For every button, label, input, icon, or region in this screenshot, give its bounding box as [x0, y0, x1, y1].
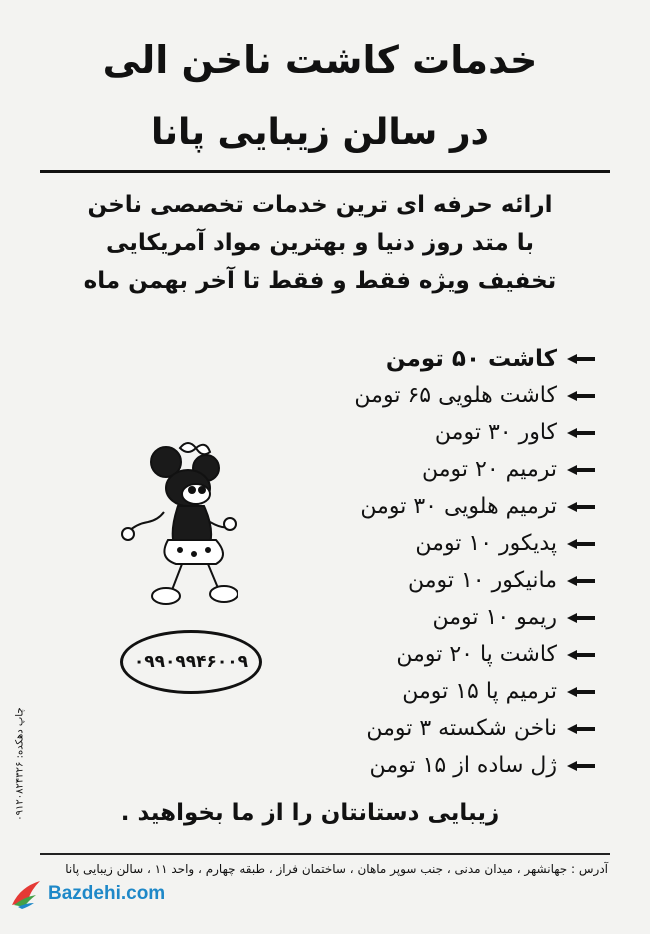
- price-item: [235, 414, 595, 451]
- arrow-bullet-icon: [567, 353, 595, 365]
- arrow-bullet-icon: [567, 538, 595, 550]
- price-item: [235, 525, 595, 562]
- price-label: ناخن شکسته ۳ تومن: [366, 716, 557, 741]
- printer-note: چاپ دهکده: ۰۹۱۲۰۸۲۴۳۲۶: [14, 707, 26, 821]
- intro-line-1: ارائه حرفه ای ترین خدمات تخصصی ناخن: [87, 192, 553, 218]
- price-label: ژل ساده از ۱۵ تومن: [369, 753, 557, 778]
- price-item: [235, 562, 595, 599]
- price-item: [235, 747, 595, 784]
- price-item: [235, 599, 595, 636]
- price-label: ترمیم ۲۰ تومن: [422, 457, 557, 482]
- watermark-text: Bazdehi.com: [48, 883, 166, 904]
- bazdehi-bird-logo: [10, 879, 44, 909]
- minnie-mouse-illustration: [118, 440, 238, 610]
- closing-slogan: زیبایی دستانتان را از ما بخواهید .: [120, 800, 500, 826]
- price-label: مانیکور ۱۰ تومن: [407, 568, 557, 593]
- divider-top: [40, 170, 610, 173]
- price-label: پدیکور ۱۰ تومن: [415, 531, 557, 556]
- arrow-bullet-icon: [567, 649, 595, 661]
- arrow-bullet-icon: [567, 501, 595, 513]
- price-label: ترمیم هلویی ۳۰ تومن: [360, 494, 557, 519]
- intro-line-2: با متد روز دنیا و بهترین مواد آمریکایی: [106, 230, 534, 256]
- price-item: [235, 451, 595, 488]
- price-label: کاشت هلویی ۶۵ تومن: [354, 383, 557, 408]
- arrow-bullet-icon: [567, 723, 595, 735]
- divider-bottom: [40, 853, 610, 855]
- watermark: [10, 876, 210, 912]
- phone-number: ۰۹۹۰۹۹۴۶۰۰۹: [133, 652, 249, 672]
- arrow-bullet-icon: [567, 575, 595, 587]
- price-item: [235, 673, 595, 710]
- price-label: ترمیم پا ۱۵ تومن: [402, 679, 557, 704]
- arrow-bullet-icon: [567, 427, 595, 439]
- intro-line-3: تخفیف ویژه فقط و فقط تا آخر بهمن ماه: [83, 268, 557, 294]
- price-label: کاور ۳۰ تومن: [434, 420, 557, 445]
- address-line: آدرس : جهانشهر ، میدان مدنی ، جنب سوپر ماهان ، ساختمان فراز ، طبقه چهارم ، واحد ۱۱ ، سالن زیبایی پانا: [65, 862, 608, 876]
- price-item: [235, 636, 595, 673]
- price-label: کاشت پا ۲۰ تومن: [396, 642, 557, 667]
- page-title: خدمات کاشت ناخن الی: [102, 38, 538, 82]
- price-label: ریمو ۱۰ تومن: [432, 605, 557, 630]
- phone-badge: [120, 630, 262, 694]
- price-item: [235, 488, 595, 525]
- price-item: [235, 710, 595, 747]
- price-item: [235, 377, 595, 414]
- price-item: [235, 340, 595, 377]
- arrow-bullet-icon: [567, 760, 595, 772]
- page-subtitle: در سالن زیبایی پانا: [150, 112, 490, 153]
- arrow-bullet-icon: [567, 464, 595, 476]
- arrow-bullet-icon: [567, 686, 595, 698]
- price-list: [235, 340, 595, 784]
- arrow-bullet-icon: [567, 612, 595, 624]
- price-label: کاشت ۵۰ تومن: [385, 345, 557, 372]
- arrow-bullet-icon: [567, 390, 595, 402]
